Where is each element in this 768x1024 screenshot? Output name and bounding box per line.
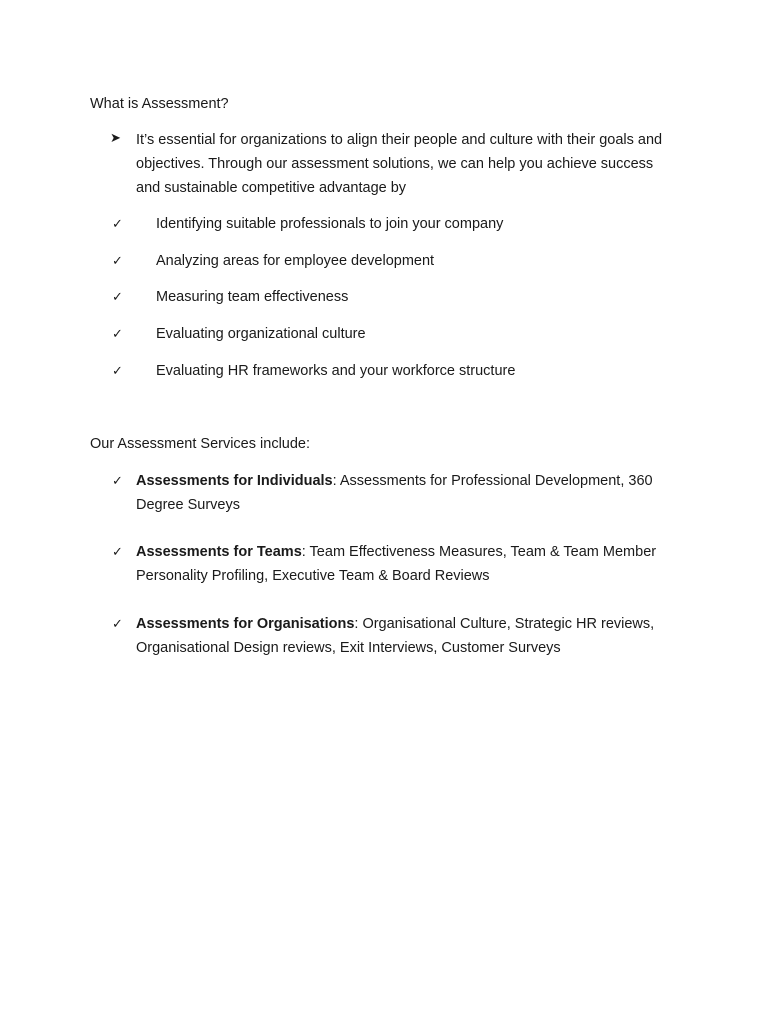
checkmark-icon: ✓ (112, 363, 123, 378)
intro-text: It’s essential for organizations to align their people and culture with their goals and objectives. Through our assessment solutions, we can help you achieve success and sustainable competitive advantage by (136, 132, 663, 196)
benefit-item (110, 250, 710, 272)
benefit-item (110, 323, 710, 345)
service-description: : Team Effectiveness Measures, Team & Team Member Personality Profiling, Executive Team & Board Reviews (136, 544, 657, 584)
benefit-label: Analyzing areas for employee development (156, 253, 435, 269)
benefit-item (110, 213, 710, 235)
benefit-item (110, 286, 710, 308)
arrowhead-bullet-icon: ➤ (110, 130, 121, 145)
benefit-label: Measuring team effectiveness (156, 289, 349, 305)
checkmark-icon: ✓ (112, 544, 123, 559)
benefit-label: Evaluating HR frameworks and your workforce structure (156, 363, 516, 379)
service-description: : Assessments for Professional Development, 360 Degree Surveys (136, 473, 653, 513)
section-heading-what-is-assessment: What is Assessment? (90, 96, 229, 112)
service-title: Assessments for Individuals (136, 473, 333, 489)
benefit-item (110, 360, 710, 382)
section-heading-services: Our Assessment Services include: (90, 436, 311, 452)
service-title: Assessments for Organisations (136, 616, 355, 632)
service-description: : Organisational Culture, Strategic HR reviews, Organisational Design reviews, Exit Interviews, Customer Surveys (136, 616, 655, 656)
benefit-label: Evaluating organizational culture (156, 326, 366, 342)
checkmark-icon: ✓ (112, 326, 123, 341)
service-title: Assessments for Teams (136, 544, 302, 560)
benefit-label: Identifying suitable professionals to join your company (156, 216, 504, 232)
checkmark-icon: ✓ (112, 473, 123, 488)
checkmark-icon: ✓ (112, 616, 123, 631)
checkmark-icon: ✓ (112, 216, 123, 231)
checkmark-icon: ✓ (112, 289, 123, 304)
checkmark-icon: ✓ (112, 253, 123, 268)
